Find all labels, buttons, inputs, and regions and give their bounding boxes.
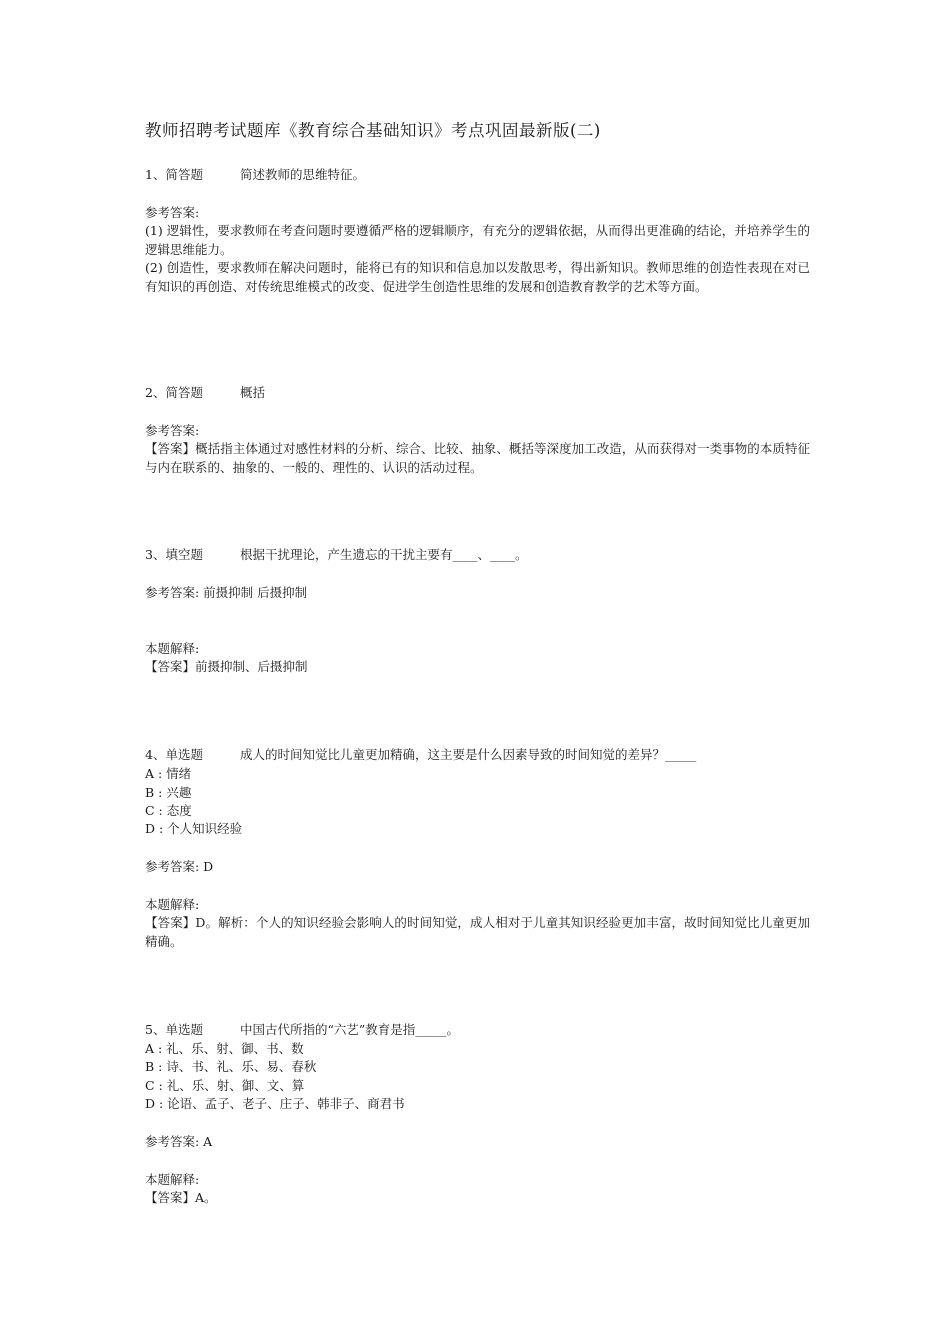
question-3-type: 3、填空题 — [145, 547, 203, 562]
question-5-explain: 【答案】A。 — [145, 1190, 217, 1205]
question-3-stem: 根据干扰理论，产生遗忘的干扰主要有____、____。 — [240, 547, 528, 562]
document-title: 教师招聘考试题库《教育综合基础知识》考点巩固最新版(二) — [145, 121, 601, 140]
question-4-explain: 【答案】D。解析：个人的知识经验会影响人的时间知觉，成人相对于儿童其知识经验更加丰富，故时间知觉比儿童更加精确。 — [145, 915, 810, 949]
question-1-answer-point-2: (2) 创造性，要求教师在解决问题时，能将已有的知识和信息加以发散思考，得出新知识。教师思维的创造性表现在对已有知识的再创造、对传统思维模式的改变、促进学生创造性思维的发展和创造教育教学的艺术等方面。 — [145, 260, 810, 294]
question-4-option-a: A : 情绪 — [145, 766, 192, 781]
question-5-option-a: A : 礼、乐、射、御、书、数 — [145, 1041, 304, 1056]
question-4-option-b: B : 兴趣 — [145, 785, 192, 800]
question-5-option-c: C : 礼、乐、射、御、文、算 — [145, 1078, 305, 1093]
question-5-explain-label: 本题解释: — [145, 1172, 200, 1187]
question-5-type: 5、单选题 — [145, 1022, 203, 1037]
question-2-type: 2、简答题 — [145, 385, 203, 400]
question-1-header — [145, 166, 365, 184]
question-4-header — [145, 746, 696, 764]
question-3-explain-label: 本题解释: — [145, 641, 200, 656]
question-4-option-c: C : 态度 — [145, 803, 192, 818]
question-2-header — [145, 384, 265, 402]
question-1-stem: 简述教师的思维特征。 — [240, 167, 366, 182]
question-4-type: 4、单选题 — [145, 747, 203, 762]
question-4-answer: 参考答案: D — [145, 859, 214, 874]
question-3-explain: 【答案】前摄抑制、后摄抑制 — [145, 659, 308, 674]
question-3-header — [145, 546, 528, 564]
question-5-header — [145, 1021, 459, 1039]
question-1-answer-point-1: (1) 逻辑性，要求教师在考查问题时要遵循严格的逻辑顺序，有充分的逻辑依据，从而得出更准确的结论，并培养学生的逻辑思维能力。 — [145, 223, 810, 257]
question-1-type: 1、简答题 — [145, 167, 203, 182]
question-5-answer: 参考答案: A — [145, 1134, 213, 1149]
question-5-option-d: D : 论语、孟子、老子、庄子、韩非子、商君书 — [145, 1096, 405, 1111]
question-3-answer: 参考答案: 前摄抑制 后摄抑制 — [145, 585, 308, 600]
question-5-stem: 中国古代所指的“六艺”教育是指_____。 — [240, 1022, 460, 1037]
question-2-answer-label: 参考答案: — [145, 423, 200, 438]
question-5-option-b: B : 诗、书、礼、乐、易、春秋 — [145, 1059, 317, 1074]
question-2-answer: 【答案】概括指主体通过对感性材料的分析、综合、比较、抽象、概括等深度加工改造，从而获得对一类事物的本质特征与内在联系的、抽象的、一般的、理性的、认识的活动过程。 — [145, 441, 810, 475]
question-4-stem: 成人的时间知觉比儿童更加精确，这主要是什么因素导致的时间知觉的差异？_____ — [240, 747, 697, 762]
question-4-explain-label: 本题解释: — [145, 897, 200, 912]
question-2-stem: 概括 — [240, 385, 266, 400]
question-4-option-d: D : 个人知识经验 — [145, 821, 243, 836]
question-1-answer-label: 参考答案: — [145, 205, 200, 220]
